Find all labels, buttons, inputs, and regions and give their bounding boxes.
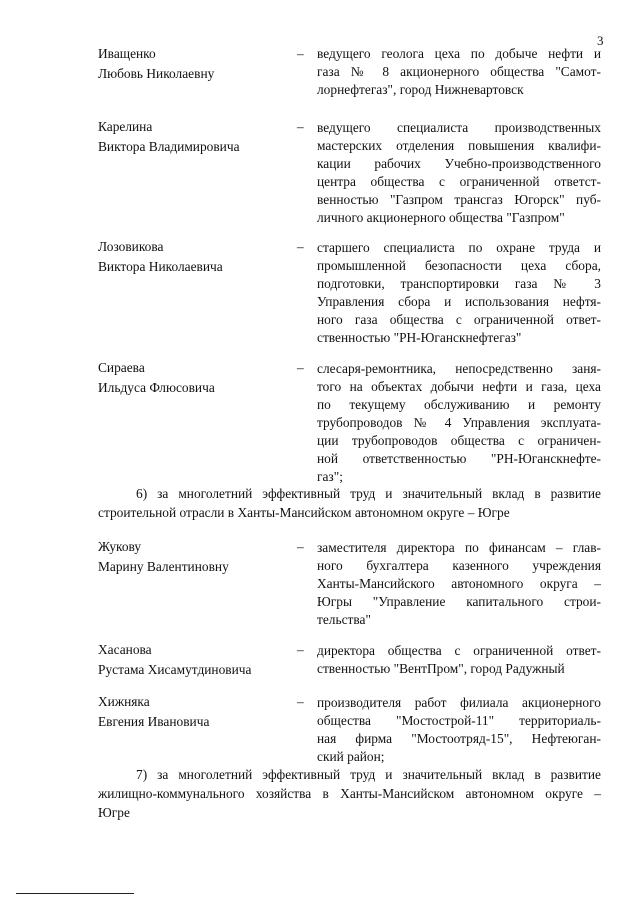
position-line: ский район; [317, 749, 385, 764]
recipient-name [98, 44, 298, 84]
position-line: ственностью "РН-Юганскнефтегаз" [317, 330, 522, 345]
recipient-surname: Иващенко [98, 46, 156, 61]
position-line: того на объектах добычи нефти и газа, цеха [317, 379, 601, 394]
recipient-name [98, 537, 298, 577]
position-line: трубопроводов № 4 Управления эксплуата- [317, 415, 601, 430]
position-line: директора общества с ограниченной ответ- [317, 643, 601, 658]
paragraph-line: 6) за многолетний эффективный труд и значительный вклад в развитие [136, 486, 601, 501]
position-line: ственностью "ВентПром", город Радужный [317, 661, 565, 676]
section-paragraph-6 [98, 484, 601, 522]
position-line: тельства" [317, 612, 371, 627]
dash-separator: – [297, 360, 304, 375]
recipient-surname: Карелина [98, 119, 153, 134]
recipient-name [98, 358, 298, 398]
footer-rule [16, 893, 134, 894]
position-line: по текущему обслуживанию и ремонту [317, 397, 601, 412]
position-line: центра общества с ограниченной ответст- [317, 174, 601, 189]
recipient-given-names: Марину Валентиновну [98, 559, 229, 574]
recipient-position [317, 539, 601, 629]
position-line: кации рабочих Учебно-производственного [317, 156, 601, 171]
position-line: ведущего специалиста производственных [317, 120, 601, 135]
position-line: слесаря-ремонтника, непосредственно заня- [317, 361, 601, 376]
position-line: ная фирма "Мостоотряд-15", Нефтеюган- [317, 731, 601, 746]
position-line: ведущего геолога цеха по добыче нефти и [317, 46, 601, 61]
position-line: производителя работ филиала акционерного [317, 695, 601, 710]
recipient-given-names: Евгения Ивановича [98, 714, 210, 729]
recipient-name [98, 237, 298, 277]
recipient-surname: Сираева [98, 360, 145, 375]
recipient-surname: Хижняка [98, 694, 150, 709]
dash-separator: – [297, 46, 304, 61]
paragraph-line: жилищно-коммунального хозяйства в Ханты-Мансийском автономном округе – [98, 786, 601, 801]
position-line: Ханты-Мансийского автономного округа – [317, 576, 601, 591]
recipient-given-names: Ильдуса Флюсовича [98, 380, 215, 395]
position-line: общества "Мостострой-11" территориаль- [317, 713, 601, 728]
section-paragraph-7 [98, 765, 601, 822]
recipient-given-names: Рустама Хисамутдиновича [98, 662, 252, 677]
position-line: Югры "Управление капитального строи- [317, 594, 601, 609]
recipient-name [98, 640, 298, 680]
position-line: подготовки, транспортировки газа № 3 [317, 276, 601, 291]
recipient-position [317, 360, 601, 486]
recipient-surname: Жукову [98, 539, 142, 554]
position-line: лорнефтегаз", город Нижневартовск [317, 82, 524, 97]
position-line: личного акционерного общества "Газпром" [317, 210, 565, 225]
recipient-name [98, 692, 298, 732]
recipient-given-names: Виктора Николаевича [98, 259, 223, 274]
paragraph-line: 7) за многолетний эффективный труд и значительный вклад в развитие [136, 767, 601, 782]
recipient-position [317, 642, 601, 678]
recipient-given-names: Любовь Николаевну [98, 66, 215, 81]
position-line: заместителя директора по финансам – глав- [317, 540, 601, 555]
recipient-surname: Лозовикова [98, 239, 164, 254]
dash-separator: – [297, 642, 304, 657]
page-number: 3 [597, 33, 604, 48]
recipient-position [317, 119, 601, 227]
dash-separator: – [297, 539, 304, 554]
recipient-given-names: Виктора Владимировича [98, 139, 240, 154]
recipient-surname: Хасанова [98, 642, 152, 657]
position-line: промышленной безопасности цеха сбора, [317, 258, 601, 273]
position-line: Управления сбора и использования нефтя- [317, 294, 601, 309]
paragraph-line: строительной отрасли в Ханты-Мансийском автономном округе – Югре [98, 505, 510, 520]
position-line: газ"; [317, 469, 343, 484]
dash-separator: – [297, 119, 304, 134]
position-line: ного бухгалтера казенного учреждения [317, 558, 601, 573]
recipient-name [98, 117, 298, 157]
recipient-position [317, 239, 601, 347]
paragraph-line: Югре [98, 805, 130, 820]
position-line: венностью "Газпром трансгаз Югорск" пуб- [317, 192, 601, 207]
recipient-position [317, 45, 601, 99]
position-line: мастерских отделения повышения квалифи- [317, 138, 601, 153]
position-line: газа № 8 акционерного общества "Самот- [317, 64, 601, 79]
dash-separator: – [297, 694, 304, 709]
position-line: старшего специалиста по охране труда и [317, 240, 601, 255]
position-line: ного газа общества с ограниченной ответ- [317, 312, 601, 327]
dash-separator: – [297, 239, 304, 254]
position-line: ной ответственностью "РН-Юганскнефте- [317, 451, 601, 466]
position-line: ции трубопроводов общества с ограничен- [317, 433, 601, 448]
recipient-position [317, 694, 601, 766]
